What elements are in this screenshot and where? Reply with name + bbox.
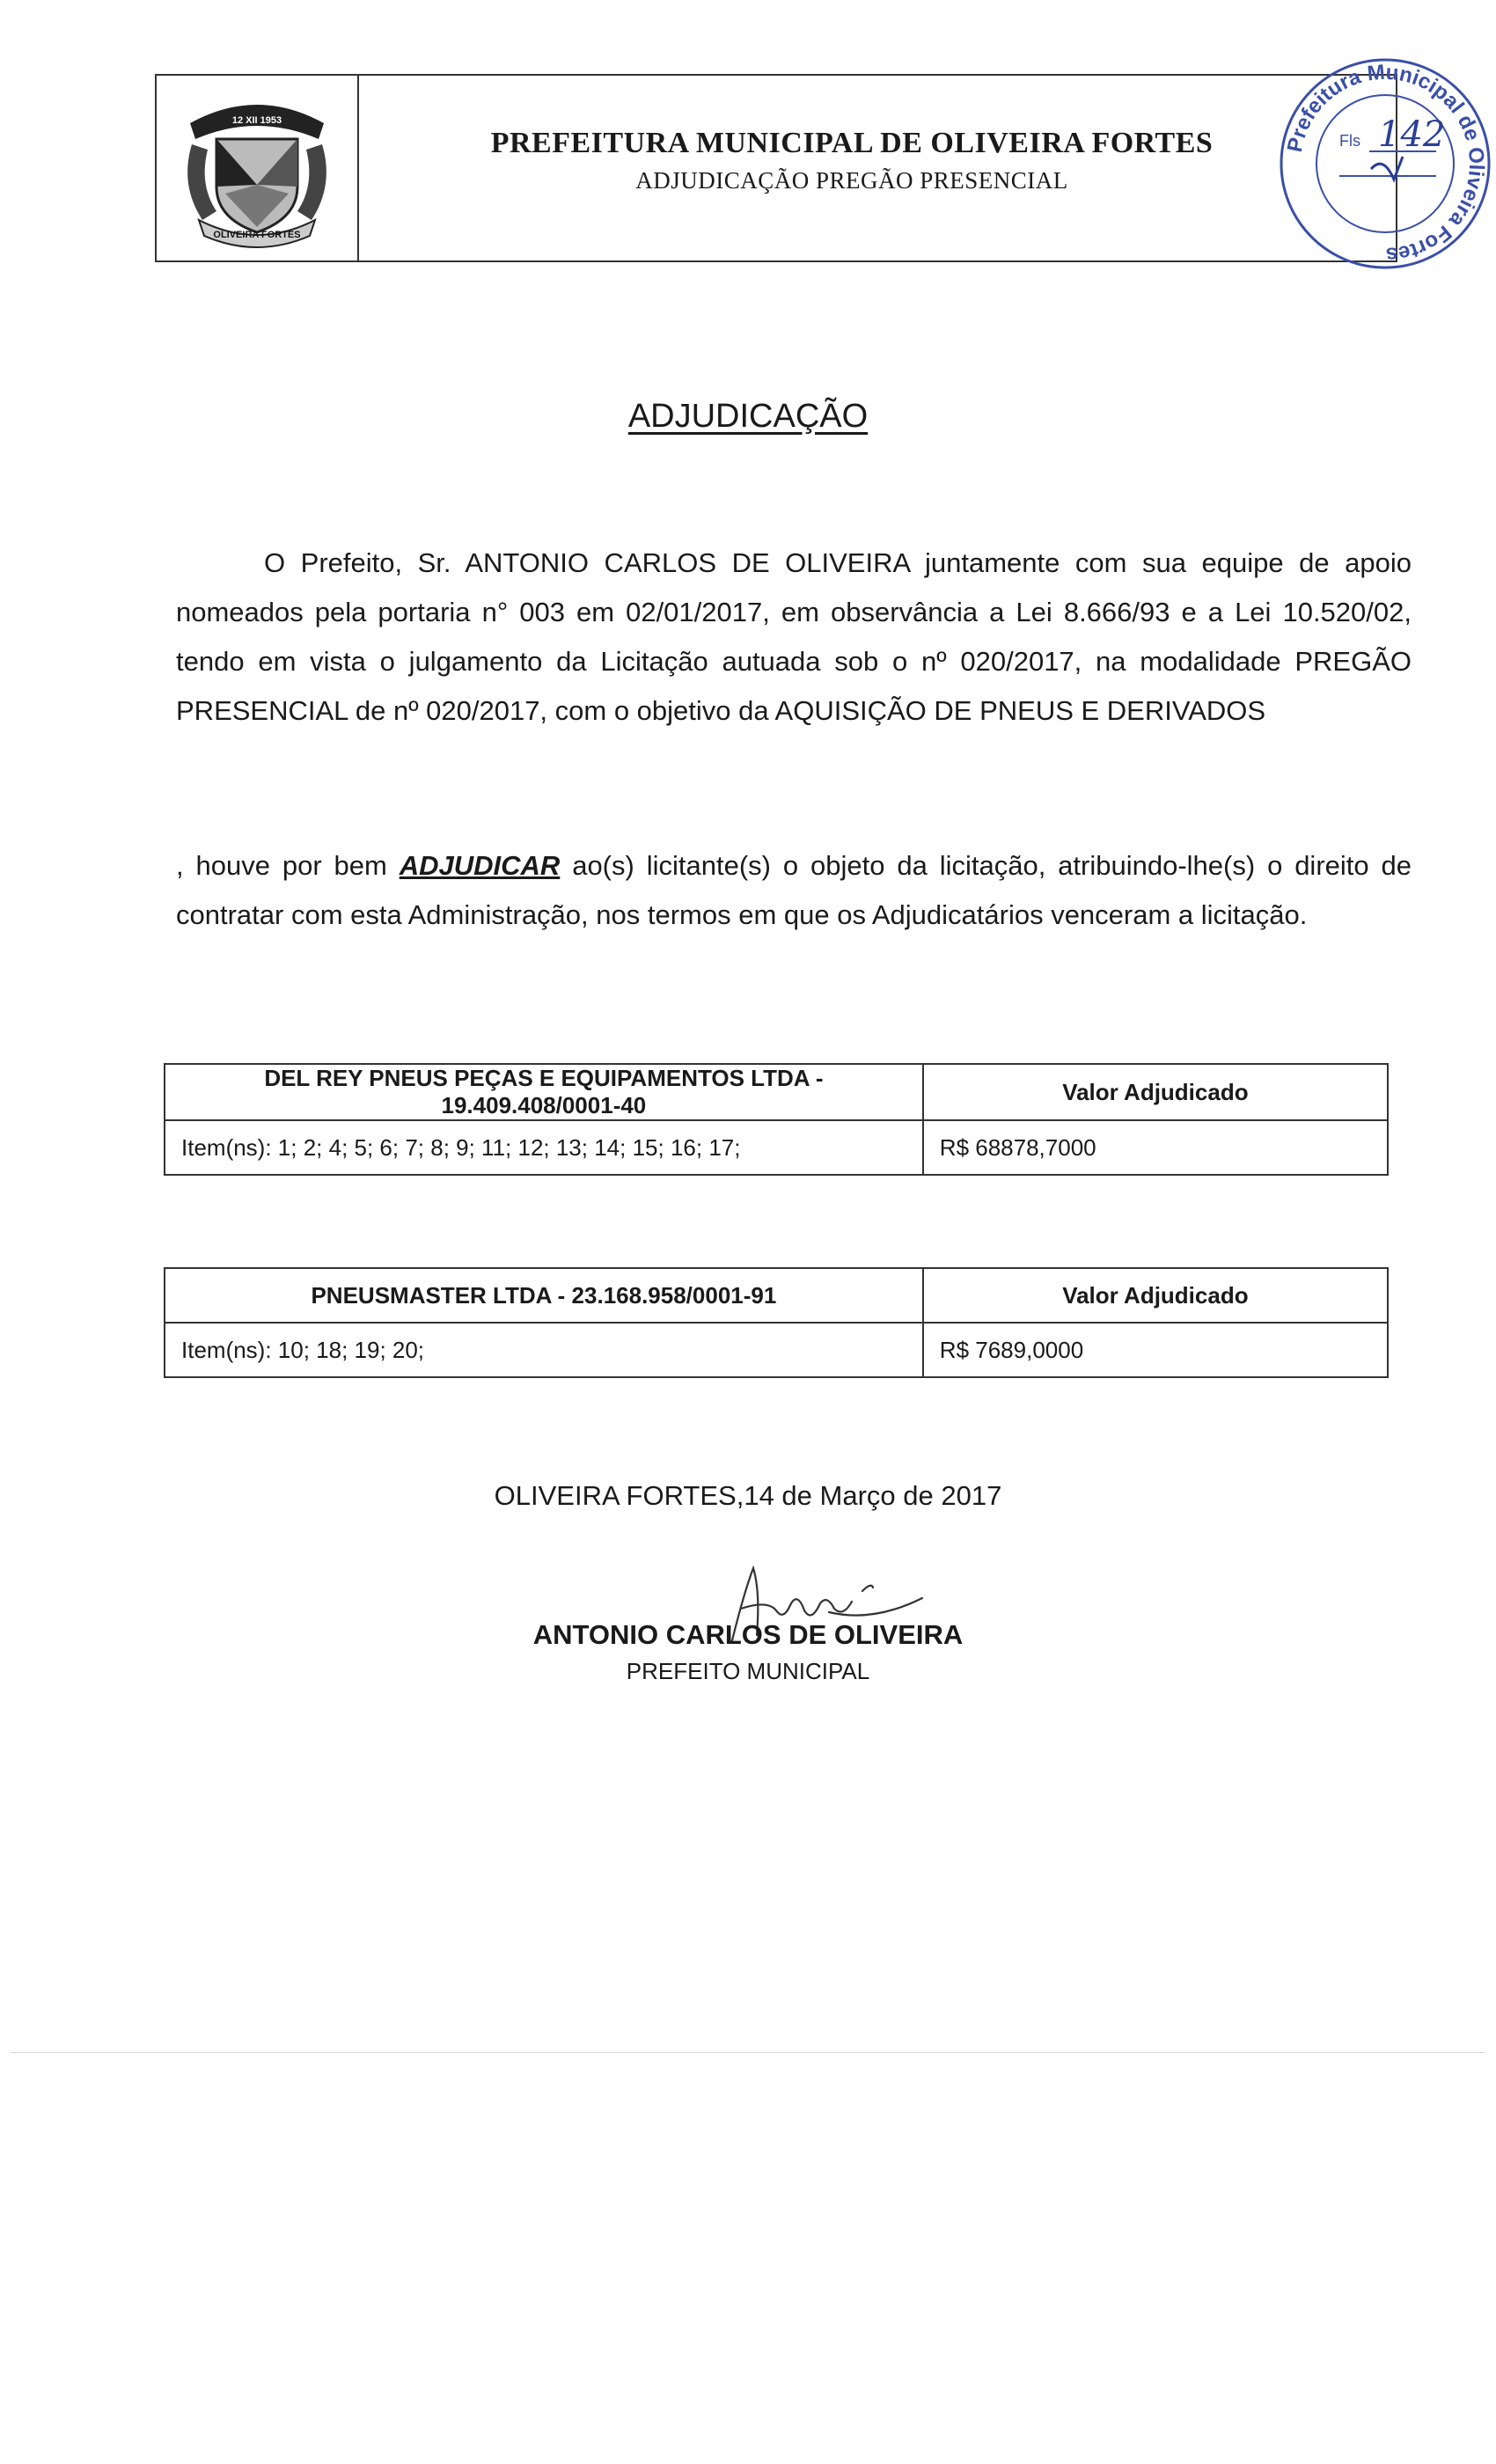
table-row: [165, 1120, 1388, 1175]
stamp-ring-text: Prefeitura Municipal de Oliveira Fortes: [1282, 60, 1489, 268]
header-divider: [357, 76, 359, 260]
award-value: R$ 68878,7000: [923, 1120, 1388, 1175]
paragraph-intro: O Prefeito, Sr. ANTONIO CARLOS DE OLIVEIRA juntamente com sua equipe de apoio nomeados pela portaria n° 003 em 02/01/2017, em observância a Lei 8.666/93 e a Lei 10.520/02, tendo em vista o julgamento da Licitação autuada sob o nº 020/2017, na modalidade PREGÃO PRESENCIAL de nº 020/2017, com o objetivo da AQUISIÇÃO DE PNEUS E DERIVADOS: [176, 547, 1412, 726]
header-subtitle: ADJUDICAÇÃO PREGÃO PRESENCIAL: [635, 167, 1068, 194]
svg-text:Prefeitura Municipal de Olivei: [1283, 61, 1488, 268]
crest-date-text: 12 XII 1953: [231, 115, 282, 126]
award-items: Item(ns): 1; 2; 4; 5; 6; 7; 8; 9; 11; 12; 13; 14; 15; 16; 17;: [165, 1120, 923, 1175]
adjudicar-highlight: ADJUDICAR: [399, 850, 561, 881]
table-row: [165, 1064, 1388, 1120]
municipal-crest-emblem: [172, 88, 341, 252]
award-company-name: PNEUSMASTER LTDA - 23.168.958/0001-91: [165, 1268, 923, 1323]
signatory-name: ANTONIO CARLOS DE OLIVEIRA: [532, 1619, 964, 1650]
award-items: Item(ns): 10; 18; 19; 20;: [165, 1323, 923, 1377]
document-title: ADJUDICAÇÃO: [627, 398, 869, 435]
stamp-fls-label: Fls: [1339, 132, 1360, 150]
paragraph-adjudication-rest: ao(s) licitante(s) o objeto da licitação, atribuindo-lhe(s) o direito de contratar com esta Administração, nos termos em que os Adjudicatários venceram a licitação.: [176, 850, 1412, 930]
award-value-header: Valor Adjudicado: [923, 1268, 1388, 1323]
table-row: [165, 1268, 1388, 1323]
award-table-pneusmaster: [164, 1267, 1389, 1378]
header-title: PREFEITURA MUNICIPAL DE OLIVEIRA FORTES: [490, 127, 1214, 159]
award-value: R$ 7689,0000: [923, 1323, 1388, 1377]
stamp-page-number: 142: [1378, 114, 1446, 155]
protocol-page-stamp: [1274, 53, 1496, 275]
award-value-header: Valor Adjudicado: [923, 1064, 1388, 1120]
paragraph-adjudication: [176, 841, 1412, 940]
signatory-role: PREFEITO MUNICIPAL: [626, 1658, 870, 1684]
header-box: [155, 74, 1397, 262]
paragraph-adjudication-lead: , houve por bem: [176, 850, 400, 881]
place-and-date: OLIVEIRA FORTES,14 de Março de 2017: [494, 1480, 1002, 1511]
page-fold-line: [11, 2052, 1485, 2053]
award-company-name: DEL REY PNEUS PEÇAS E EQUIPAMENTOS LTDA - 19.409.408/0001-40: [165, 1064, 923, 1120]
award-table-del-rey: [164, 1063, 1389, 1176]
crest-label-text: OLIVEIRA FORTES: [213, 230, 301, 240]
table-row: [165, 1323, 1388, 1377]
